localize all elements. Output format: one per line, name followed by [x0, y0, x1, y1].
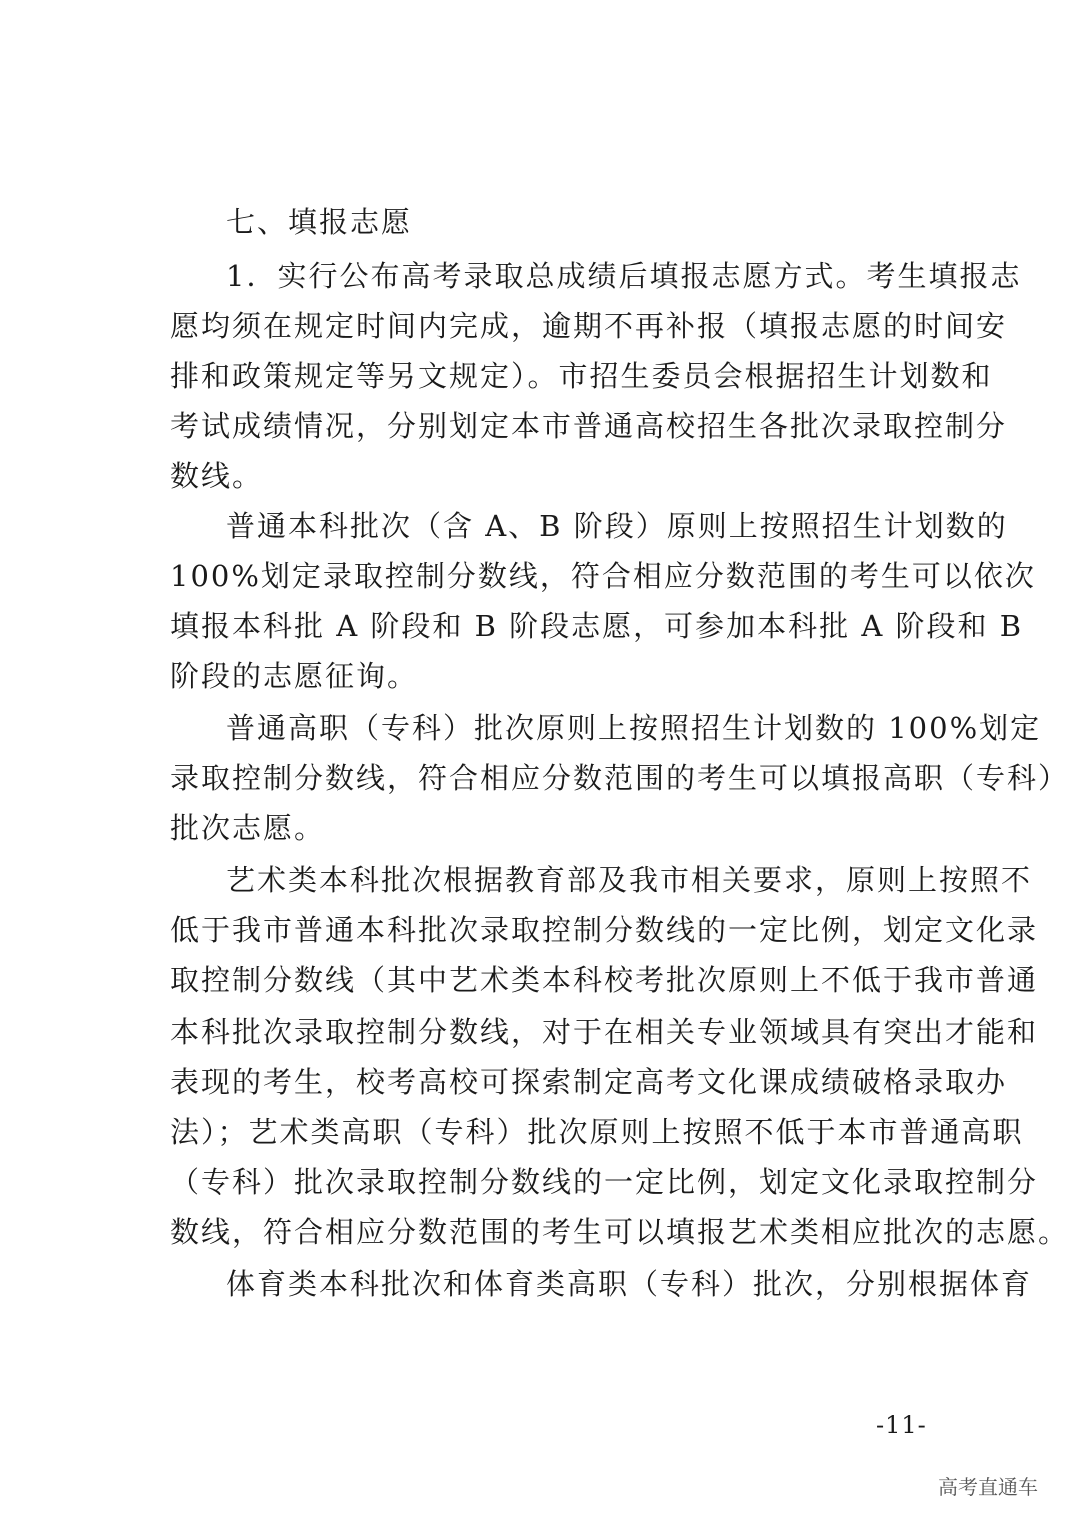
text-line: 普通本科批次（含 A、B 阶段）原则上按照招生计划数的	[226, 509, 1008, 543]
text-line: 表现的考生，校考高校可探索制定高考文化课成绩破格录取办	[170, 1065, 1008, 1099]
text-line: 艺术类本科批次根据教育部及我市相关要求，原则上按照不	[226, 863, 1033, 897]
text-line: 100%划定录取控制分数线，符合相应分数范围的考生可以依次	[170, 559, 1036, 593]
text-line: 阶段的志愿征询。	[170, 659, 419, 693]
text-line: 填报本科批 A 阶段和 B 阶段志愿，可参加本科批 A 阶段和 B	[170, 609, 1024, 643]
text-line: 录取控制分数线，符合相应分数范围的考生可以填报高职（专科）	[170, 761, 1070, 795]
text-line: 数线。	[170, 459, 264, 493]
text-line: 体育类本科批次和体育类高职（专科）批次，分别根据体育	[226, 1267, 1033, 1301]
text-line: 本科批次录取控制分数线，对于在相关专业领域具有突出才能和	[170, 1015, 1039, 1049]
text-line: 排和政策规定等另文规定）。市招生委员会根据招生计划数和	[170, 359, 993, 393]
watermark: 高考直通车	[938, 1475, 1038, 1499]
text-line: 取控制分数线（其中艺术类本科校考批次原则上不低于我市普通	[170, 963, 1039, 997]
text-line: 愿均须在规定时间内完成，逾期不再补报（填报志愿的时间安	[170, 309, 1008, 343]
text-line: 批次志愿。	[170, 811, 326, 845]
text-line: 1．实行公布高考录取总成绩后填报志愿方式。考生填报志	[226, 259, 1022, 293]
text-line: （专科）批次录取控制分数线的一定比例，划定文化录取控制分	[170, 1165, 1039, 1199]
text-line: 考试成绩情况，分别划定本市普通高校招生各批次录取控制分	[170, 409, 1008, 443]
text-line: 法）；艺术类高职（专科）批次原则上按照不低于本市普通高职	[170, 1115, 1024, 1149]
text-line: 低于我市普通本科批次录取控制分数线的一定比例，划定文化录	[170, 913, 1039, 947]
section-heading: 七、填报志愿	[226, 205, 413, 239]
text-line: 数线，符合相应分数范围的考生可以填报艺术类相应批次的志愿。	[170, 1215, 1070, 1249]
text-line: 普通高职（专科）批次原则上按照招生计划数的 100%划定	[226, 711, 1042, 745]
page-number: -11-	[876, 1411, 927, 1439]
